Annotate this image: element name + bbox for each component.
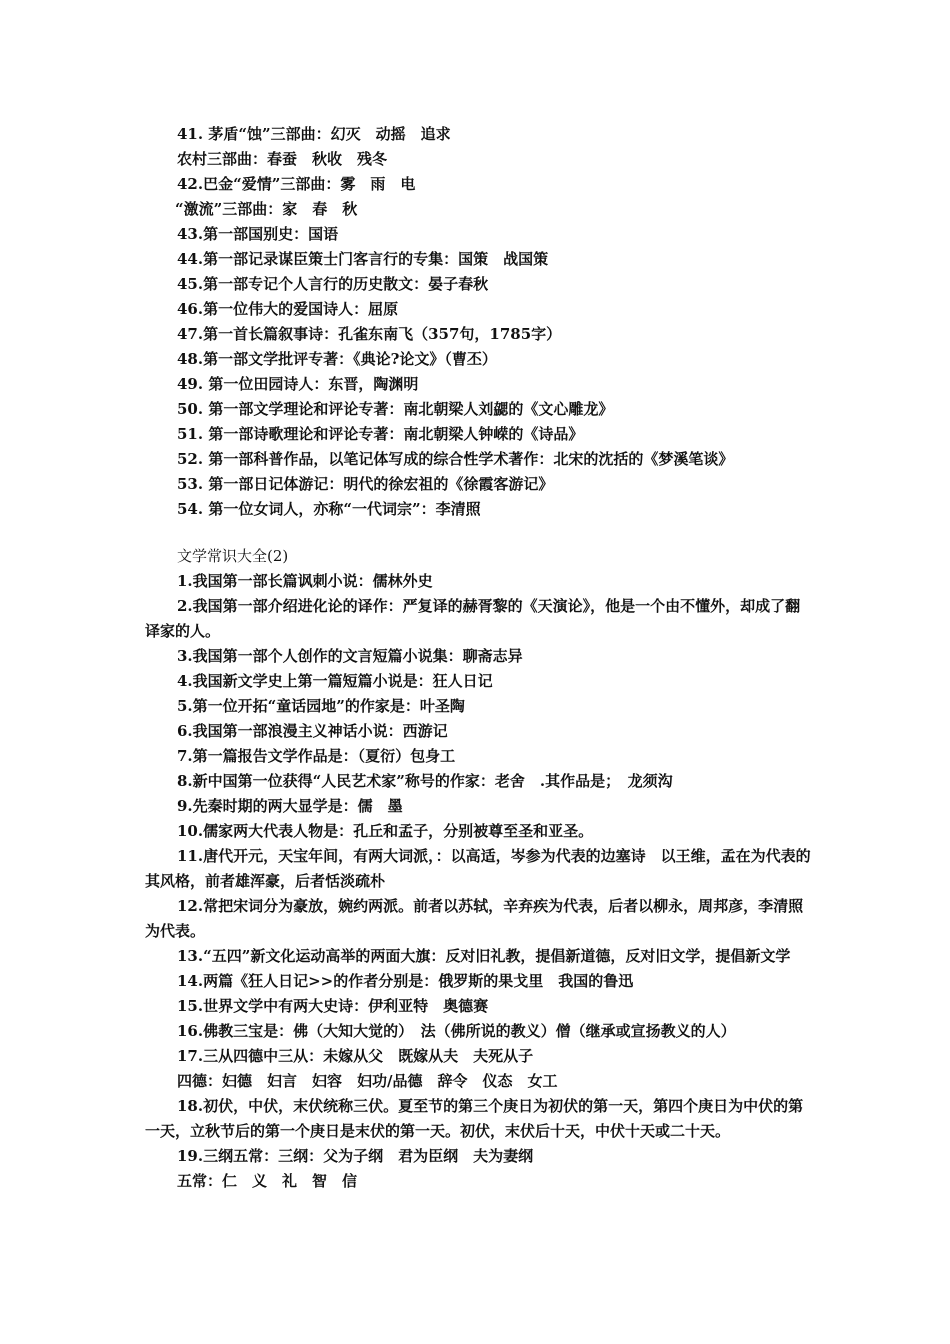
list-item: 7.第一篇报告文学作品是：（夏衍）包身工 bbox=[177, 747, 456, 765]
list-item: 17.三从四德中三从：未嫁从父 既嫁从夫 夫死从子 bbox=[177, 1047, 534, 1065]
list-item: 19.三纲五常：三纲：父为子纲 君为臣纲 夫为妻纲 bbox=[177, 1147, 534, 1165]
list-item: 2.我国第一部介绍进化论的译作：严复译的赫胥黎的《天演论》，他是一个由不懂外，却成了翻译家的人。 bbox=[145, 597, 801, 640]
list-item: 53. 第一部日记体游记：明代的徐宏祖的《徐霞客游记》 bbox=[177, 475, 554, 493]
list-item: 12.常把宋词分为豪放，婉约两派。前者以苏轼，辛弃疾为代表，后者以柳永，周邦彦，李清照为代表。 bbox=[145, 897, 804, 940]
section-firsts-list bbox=[145, 122, 815, 522]
list-item: “激流”三部曲：家 春 秋 bbox=[175, 200, 358, 218]
list-item: 6.我国第一部浪漫主义神话小说：西游记 bbox=[177, 722, 448, 740]
list-item: 49. 第一位田园诗人：东晋，陶渊明 bbox=[177, 375, 419, 393]
list-item: 45.第一部专记个人言行的历史散文：晏子春秋 bbox=[177, 275, 489, 293]
list-item: 46.第一位伟大的爱国诗人：屈原 bbox=[177, 300, 399, 318]
list-item: 52. 第一部科普作品，以笔记体写成的综合性学术著作：北宋的沈括的《梦溪笔谈》 bbox=[177, 450, 734, 468]
list-item: 4.我国新文学史上第一篇短篇小说是：狂人日记 bbox=[177, 672, 493, 690]
list-item: 四德：妇德 妇言 妇容 妇功/品德 辞令 仪态 女工 bbox=[177, 1072, 558, 1090]
list-item: 15.世界文学中有两大史诗：伊利亚特 奥德赛 bbox=[177, 997, 489, 1015]
list-item: 18.初伏，中伏，末伏统称三伏。夏至节的第三个庚日为初伏的第一天，第四个庚日为中伏的第一天，立秋节后的第一个庚日是末伏的第一天。初伏，末伏后十天，中伏十天或二十天。 bbox=[145, 1097, 804, 1140]
list-item: 3.我国第一部个人创作的文言短篇小说集：聊斋志异 bbox=[177, 647, 523, 665]
list-item: 11.唐代开元，天宝年间，有两大词派，：以高适，岑参为代表的边塞诗 以王维，孟在为代表的其风格，前者雄浑豪，后者恬淡疏朴 bbox=[145, 847, 811, 890]
list-item: 14.两篇《狂人日记>>的作者分别是：俄罗斯的果戈里 我国的鲁迅 bbox=[177, 972, 634, 990]
section-literature-knowledge bbox=[145, 544, 815, 1194]
list-item: 47.第一首长篇叙事诗：孔雀东南飞（357句，1785字） bbox=[177, 325, 562, 343]
list-item: 43.第一部国别史：国语 bbox=[177, 225, 339, 243]
list-item: 1.我国第一部长篇讽刺小说：儒林外史 bbox=[177, 572, 433, 590]
list-item: 8.新中国第一位获得“人民艺术家”称号的作家：老舍 .其作品是； 龙须沟 bbox=[177, 772, 673, 790]
list-item: 48.第一部文学批评专著：《典论?论文》（曹丕） bbox=[177, 350, 497, 368]
list-item: 13.“五四”新文化运动高举的两面大旗：反对旧礼教，提倡新道德，反对旧文学，提倡新文学 bbox=[177, 947, 791, 965]
list-item: 5.第一位开拓“童话园地”的作家是：叶圣陶 bbox=[177, 697, 465, 715]
list-item: 农村三部曲：春蚕 秋收 残冬 bbox=[177, 150, 388, 168]
list-item: 五常：仁 义 礼 智 信 bbox=[177, 1172, 358, 1190]
list-item: 51. 第一部诗歌理论和评论专著：南北朝梁人钟嵘的《诗品》 bbox=[177, 425, 584, 443]
list-item: 16.佛教三宝是：佛（大知大觉的） 法（佛所说的教义）僧（继承或宣扬教义的人） bbox=[177, 1022, 736, 1040]
list-item: 54. 第一位女词人，亦称“一代词宗”：李清照 bbox=[177, 500, 481, 518]
section-title: 文学常识大全(2) bbox=[177, 547, 289, 565]
list-item: 44.第一部记录谋臣策士门客言行的专集：国策 战国策 bbox=[177, 250, 549, 268]
list-item: 41. 茅盾“蚀”三部曲：幻灭 动摇 追求 bbox=[177, 125, 451, 143]
list-item: 9.先秦时期的两大显学是：儒 墨 bbox=[177, 797, 403, 815]
list-item: 50. 第一部文学理论和评论专著：南北朝梁人刘勰的《文心雕龙》 bbox=[177, 400, 614, 418]
list-item: 42.巴金“爱情”三部曲：雾 雨 电 bbox=[177, 175, 416, 193]
list-item: 10.儒家两大代表人物是：孔丘和孟子，分别被尊至圣和亚圣。 bbox=[177, 822, 594, 840]
